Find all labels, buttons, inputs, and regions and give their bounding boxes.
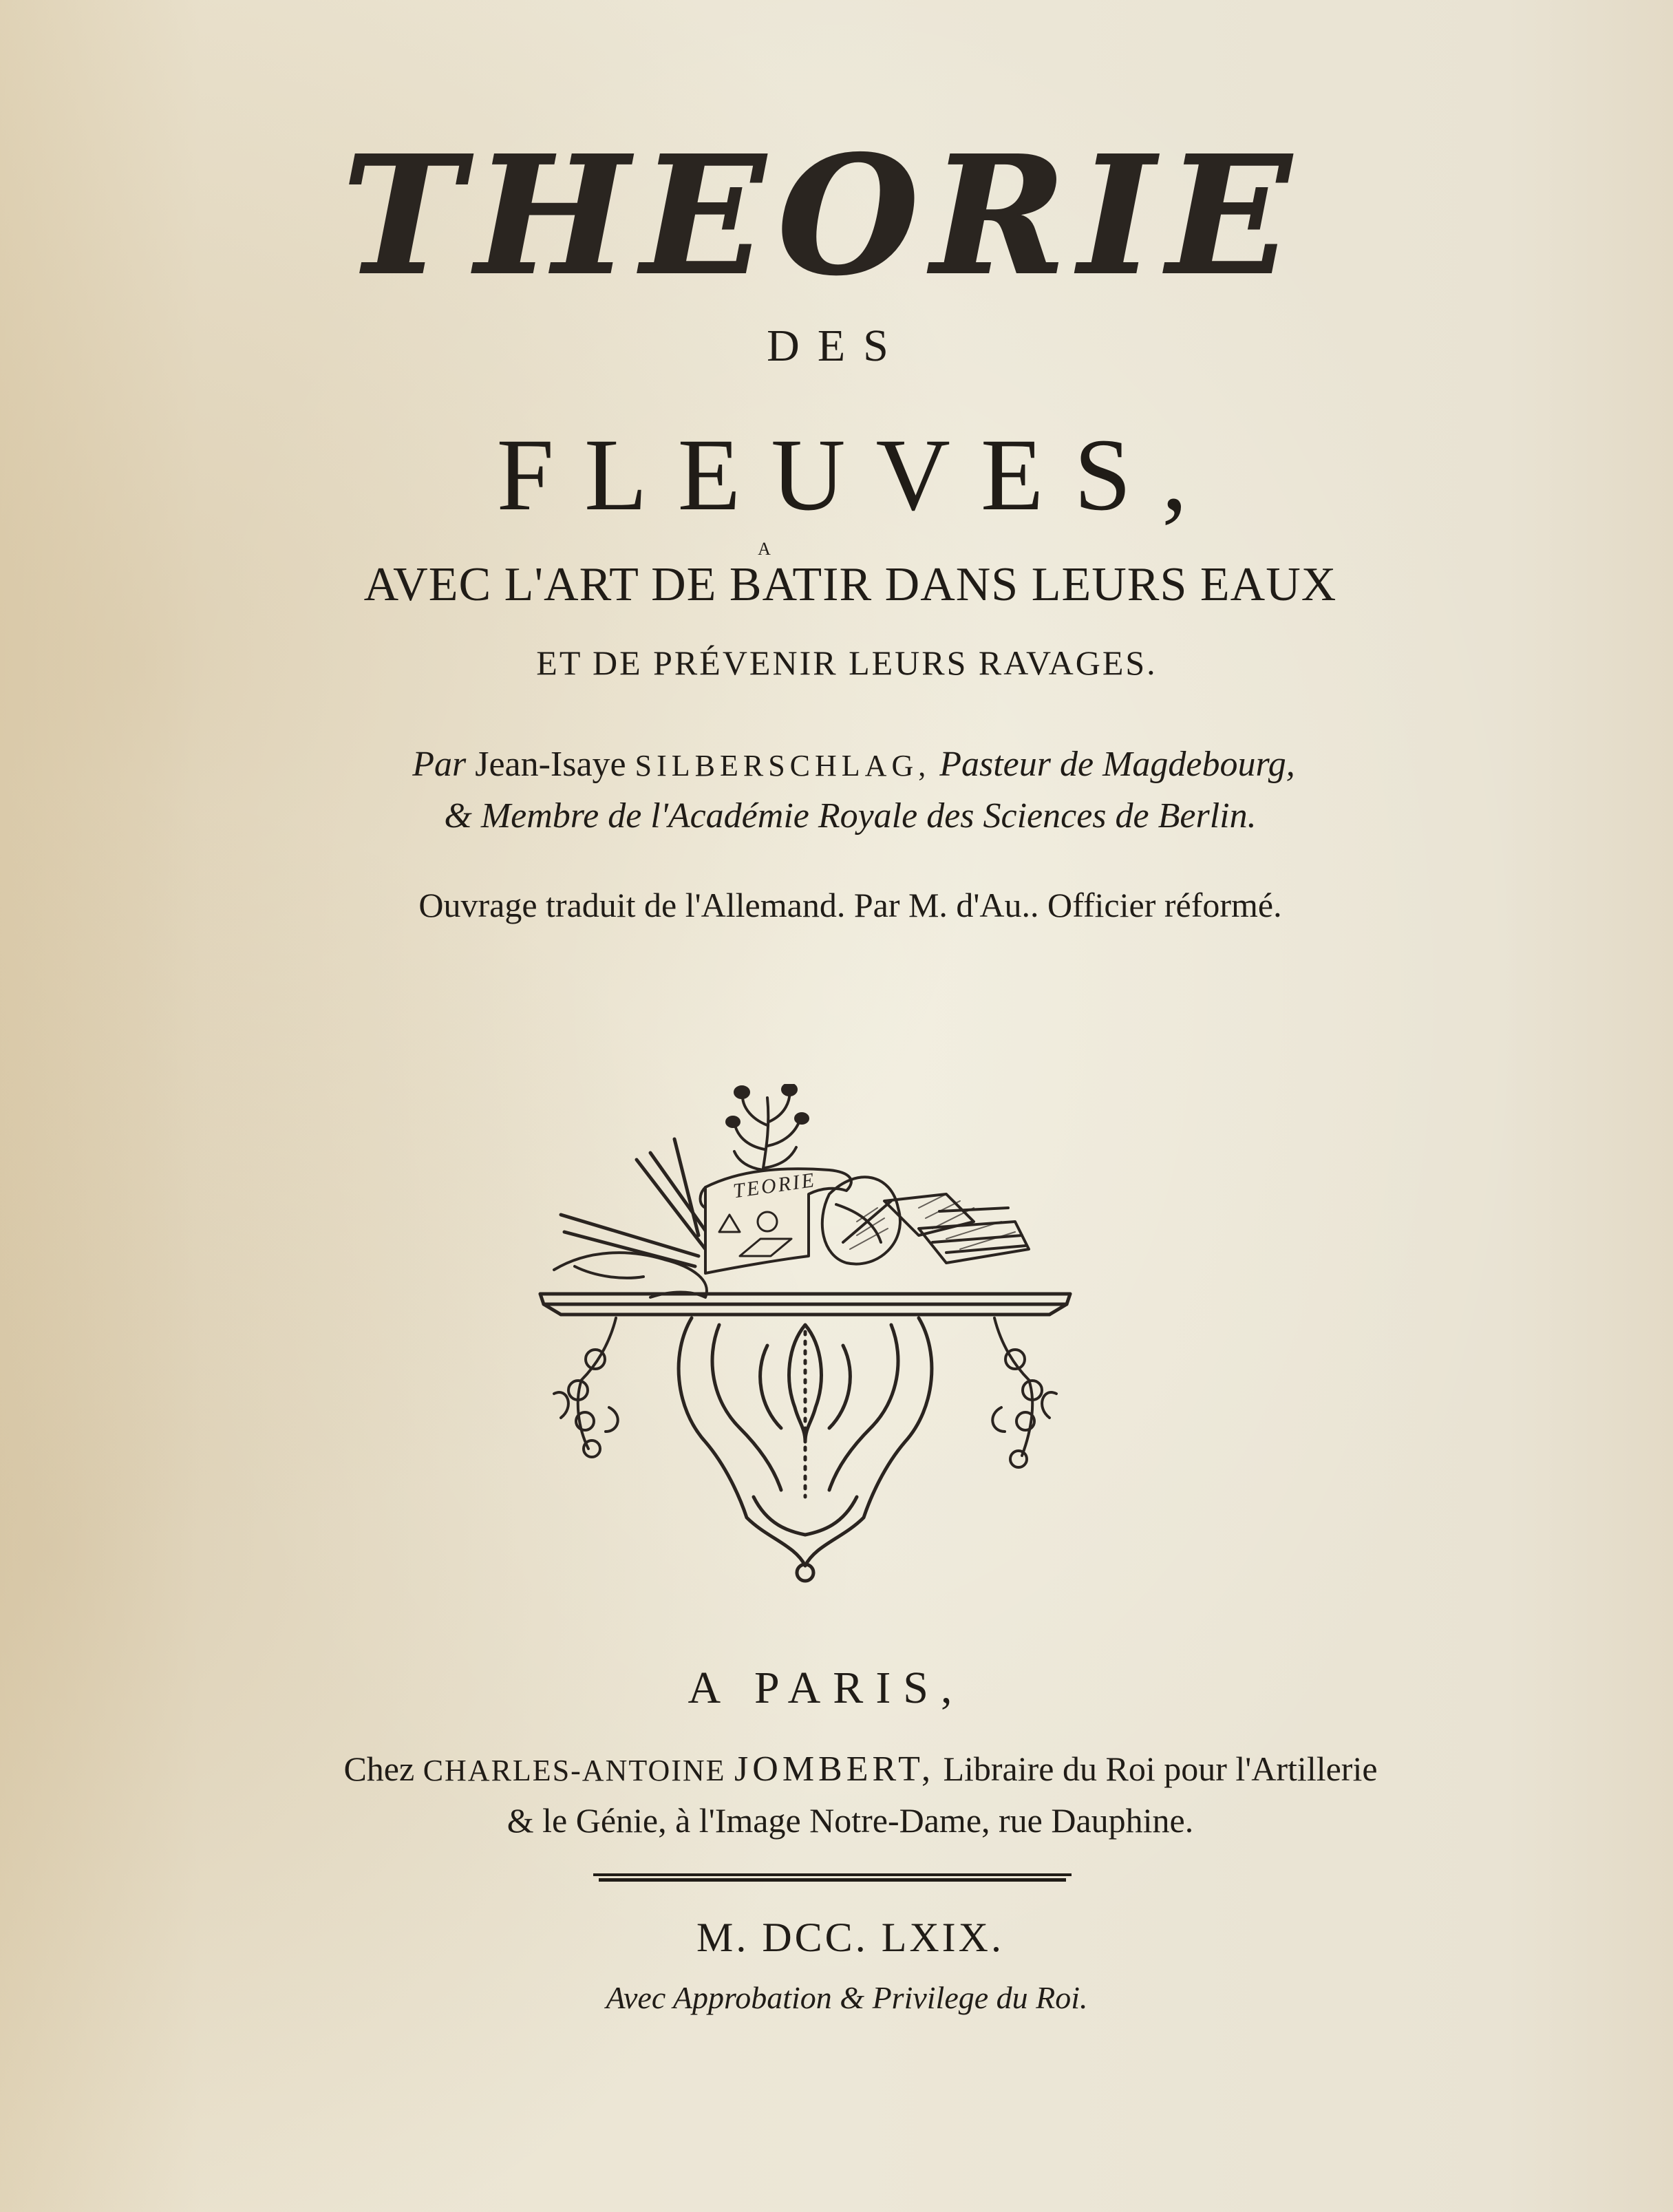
title-word-fleuves: FLEUVES, [496,418,1218,532]
publisher-line-1 [24,1752,1673,1787]
cartouche-icon [679,1318,932,1581]
decorative-rule [593,1872,1072,1883]
garland-left-icon [554,1318,618,1457]
author-role: Pasteur de Magdebourg, [939,745,1295,784]
publisher-description: Libraire du Roi pour l'Artillerie [943,1750,1378,1788]
drafting-tools-icon [561,1139,714,1266]
subtitle-line-1: AVEC L'ART DE BATIR DANS LEURS EAUX [363,558,1337,611]
royal-privilege: Avec Approbation & Privilege du Roi. [606,1980,1088,2015]
publisher-last-name: JOMBERT, [734,1750,935,1789]
publication-year: M. DCC. LXIX. [696,1915,1004,1960]
cornice-shelf-icon [540,1294,1070,1315]
author-line-1 [17,747,1673,783]
title-word-des: DES [767,321,906,371]
drapery-icon [554,1253,707,1297]
globe-and-books-icon [822,1177,1029,1264]
publisher-line-2: & le Génie, à l'Image Notre-Dame, rue Dauphine. [507,1801,1194,1840]
book-title: THEORIE [342,120,1303,311]
imprint-city: A PARIS, [688,1663,965,1713]
engraved-vignette [533,1084,1077,1593]
translator-line: Ouvrage traduit de l'Allemand. Par M. d'Au.. Officier réformé. [418,886,1282,924]
circumflex-accent-mark: A [758,539,771,559]
publisher-chez: Chez [343,1750,415,1788]
subtitle-line-2: ET DE PRÉVENIR LEURS RAVAGES. [536,644,1158,682]
garland-right-icon [992,1318,1056,1467]
author-surname: SILBERSCHLAG, [635,749,931,783]
publisher-first-name: CHARLES-ANTOINE [423,1754,726,1787]
scroll-text: TEORIE [732,1168,818,1203]
author-par: Par [412,745,467,784]
author-name: Jean-Isaye [475,745,626,784]
author-line-2: & Membre de l'Académie Royale des Sciences de Berlin. [444,796,1257,836]
